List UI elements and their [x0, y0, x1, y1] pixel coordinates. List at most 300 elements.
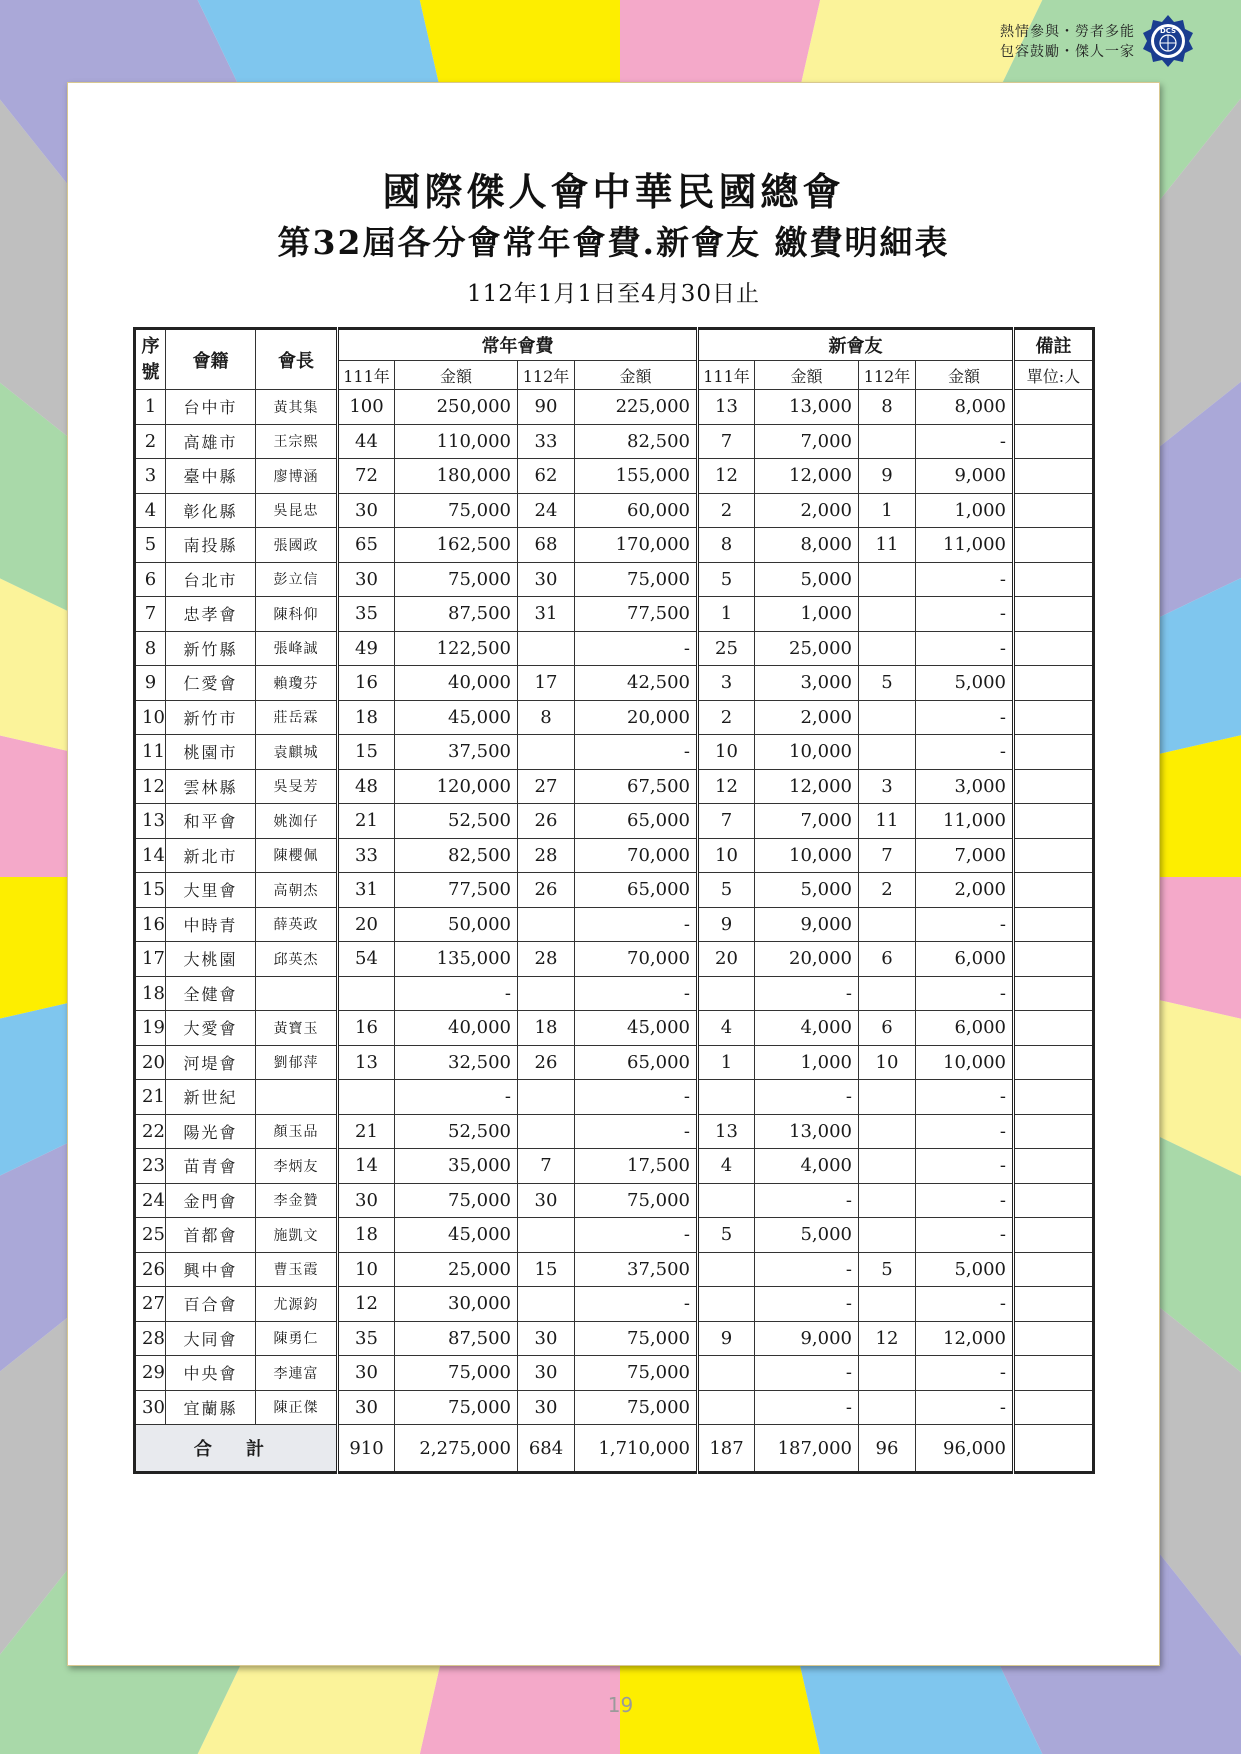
row-number: 5: [135, 528, 166, 563]
row-number: 16: [135, 907, 166, 942]
row-new-111-amount: -: [755, 1252, 859, 1287]
row-new-111-amount: 3,000: [755, 666, 859, 701]
row-number: 19: [135, 1011, 166, 1046]
row-president: 陳櫻佩: [256, 838, 338, 873]
row-number: 15: [135, 873, 166, 908]
table-row: [135, 1321, 1094, 1356]
row-annual-111: 44: [338, 424, 395, 459]
row-annual-111-amount: 52,500: [395, 804, 518, 839]
row-number: 21: [135, 1080, 166, 1115]
row-annual-111: 16: [338, 666, 395, 701]
row-annual-111: 30: [338, 562, 395, 597]
row-remarks: [1014, 424, 1094, 459]
row-new-111-amount: 7,000: [755, 804, 859, 839]
row-chapter: 中央會: [166, 1356, 256, 1391]
row-new-111: 4: [698, 1149, 755, 1184]
row-annual-112-amount: -: [575, 735, 698, 770]
row-remarks: [1014, 1321, 1094, 1356]
table-row: [135, 1287, 1094, 1322]
row-number: 6: [135, 562, 166, 597]
document-title: 國際傑人會中華民國總會: [382, 169, 845, 214]
row-new-112-amount: 11,000: [916, 528, 1014, 563]
row-new-112: [859, 1356, 916, 1391]
row-president: 施凱文: [256, 1218, 338, 1253]
row-new-111-amount: 1,000: [755, 1045, 859, 1080]
row-remarks: [1014, 873, 1094, 908]
row-new-112: [859, 631, 916, 666]
table-row: [135, 1356, 1094, 1391]
row-annual-111-amount: 250,000: [395, 390, 518, 425]
row-annual-112-amount: -: [575, 1218, 698, 1253]
row-annual-112: 31: [518, 597, 575, 632]
row-annual-111-amount: 180,000: [395, 459, 518, 494]
row-annual-112-amount: 37,500: [575, 1252, 698, 1287]
row-annual-112-amount: 77,500: [575, 597, 698, 632]
row-new-111-amount: 2,000: [755, 493, 859, 528]
row-new-111: [698, 1252, 755, 1287]
table-row: [135, 1149, 1094, 1184]
row-annual-112-amount: 67,500: [575, 769, 698, 804]
row-new-111: 25: [698, 631, 755, 666]
row-new-111-amount: 20,000: [755, 942, 859, 977]
row-annual-111: 72: [338, 459, 395, 494]
row-new-111-amount: 9,000: [755, 1321, 859, 1356]
row-annual-111-amount: 87,500: [395, 597, 518, 632]
row-chapter: 苗青會: [166, 1149, 256, 1184]
total-annual-112: 684: [518, 1425, 575, 1473]
row-number: 14: [135, 838, 166, 873]
row-number: 13: [135, 804, 166, 839]
row-new-112: 11: [859, 804, 916, 839]
row-chapter: 首都會: [166, 1218, 256, 1253]
row-number: 29: [135, 1356, 166, 1391]
row-annual-111: [338, 976, 395, 1011]
row-annual-111: 18: [338, 700, 395, 735]
row-annual-112: 17: [518, 666, 575, 701]
page-number: 19: [607, 1693, 634, 1717]
row-annual-112: 24: [518, 493, 575, 528]
row-annual-112-amount: 82,500: [575, 424, 698, 459]
row-remarks: [1014, 666, 1094, 701]
row-new-111: 7: [698, 424, 755, 459]
row-annual-112-amount: 70,000: [575, 838, 698, 873]
row-new-112-amount: -: [916, 1114, 1014, 1149]
row-remarks: [1014, 390, 1094, 425]
table-row: [135, 631, 1094, 666]
row-annual-112-amount: 65,000: [575, 804, 698, 839]
row-annual-112: [518, 907, 575, 942]
row-remarks: [1014, 1390, 1094, 1425]
row-annual-111-amount: 75,000: [395, 1183, 518, 1218]
header-row-1: [135, 329, 1094, 361]
row-annual-111: 15: [338, 735, 395, 770]
row-annual-111: 13: [338, 1045, 395, 1080]
row-annual-112: 26: [518, 804, 575, 839]
row-annual-112: 68: [518, 528, 575, 563]
row-new-111: 3: [698, 666, 755, 701]
table-row: [135, 562, 1094, 597]
row-chapter: 宜蘭縣: [166, 1390, 256, 1425]
row-annual-111-amount: -: [395, 1080, 518, 1115]
row-annual-111-amount: 87,500: [395, 1321, 518, 1356]
row-remarks: [1014, 528, 1094, 563]
row-annual-112-amount: 42,500: [575, 666, 698, 701]
header-new-111-amount: 金額: [755, 361, 859, 390]
table-row: [135, 1080, 1094, 1115]
row-new-111: 13: [698, 390, 755, 425]
row-new-111: 5: [698, 873, 755, 908]
row-president: 黃其集: [256, 390, 338, 425]
row-new-112-amount: 1,000: [916, 493, 1014, 528]
row-number: 20: [135, 1045, 166, 1080]
row-annual-112: 30: [518, 1390, 575, 1425]
row-new-111: [698, 1390, 755, 1425]
row-new-112-amount: -: [916, 700, 1014, 735]
header-new-112-amount: 金額: [916, 361, 1014, 390]
row-new-111: 5: [698, 1218, 755, 1253]
row-annual-112: 90: [518, 390, 575, 425]
row-annual-111-amount: 40,000: [395, 1011, 518, 1046]
row-chapter: 彰化縣: [166, 493, 256, 528]
row-annual-111-amount: 82,500: [395, 838, 518, 873]
row-annual-111: 35: [338, 597, 395, 632]
row-annual-112-amount: -: [575, 976, 698, 1011]
row-remarks: [1014, 735, 1094, 770]
header-new-members: 新會友: [698, 329, 1014, 361]
header-remarks: 備註: [1014, 329, 1094, 361]
row-annual-112: 26: [518, 1045, 575, 1080]
table-row: [135, 390, 1094, 425]
row-new-112: 5: [859, 1252, 916, 1287]
row-new-112: 10: [859, 1045, 916, 1080]
row-new-112-amount: 8,000: [916, 390, 1014, 425]
header-annual-112-amount: 金額: [575, 361, 698, 390]
row-annual-111: 30: [338, 493, 395, 528]
row-annual-112-amount: 170,000: [575, 528, 698, 563]
row-annual-112-amount: 225,000: [575, 390, 698, 425]
row-number: 24: [135, 1183, 166, 1218]
row-new-112-amount: 6,000: [916, 942, 1014, 977]
total-new-111-amount: 187,000: [755, 1425, 859, 1473]
row-number: 2: [135, 424, 166, 459]
row-annual-112-amount: 65,000: [575, 873, 698, 908]
row-remarks: [1014, 838, 1094, 873]
row-annual-111-amount: 45,000: [395, 700, 518, 735]
row-new-112: 2: [859, 873, 916, 908]
row-new-112: [859, 1080, 916, 1115]
row-number: 9: [135, 666, 166, 701]
row-president: 薛英政: [256, 907, 338, 942]
row-annual-112-amount: -: [575, 1080, 698, 1115]
row-president: 王宗熙: [256, 424, 338, 459]
table-row: [135, 700, 1094, 735]
row-new-112: [859, 1218, 916, 1253]
header-president: 會長: [256, 329, 338, 390]
row-annual-111-amount: 120,000: [395, 769, 518, 804]
row-annual-112-amount: 60,000: [575, 493, 698, 528]
row-new-111: 1: [698, 1045, 755, 1080]
row-chapter: 百合會: [166, 1287, 256, 1322]
row-new-111: 4: [698, 1011, 755, 1046]
row-chapter: 新竹市: [166, 700, 256, 735]
row-remarks: [1014, 1218, 1094, 1253]
row-annual-111: 100: [338, 390, 395, 425]
row-new-111: 1: [698, 597, 755, 632]
row-remarks: [1014, 1114, 1094, 1149]
row-annual-112-amount: 155,000: [575, 459, 698, 494]
slogan: [975, 22, 1135, 62]
row-chapter: 高雄市: [166, 424, 256, 459]
row-new-112: [859, 424, 916, 459]
row-president: 尤源鈞: [256, 1287, 338, 1322]
row-annual-112: 27: [518, 769, 575, 804]
row-annual-112: [518, 1080, 575, 1115]
row-new-111: [698, 976, 755, 1011]
row-annual-111-amount: 40,000: [395, 666, 518, 701]
row-annual-112-amount: -: [575, 1287, 698, 1322]
row-president: 張國政: [256, 528, 338, 563]
row-chapter: 南投縣: [166, 528, 256, 563]
table-row: [135, 528, 1094, 563]
row-new-111: 10: [698, 735, 755, 770]
row-remarks: [1014, 1011, 1094, 1046]
row-new-112-amount: -: [916, 597, 1014, 632]
total-row: [135, 1425, 1094, 1473]
total-remarks: [1014, 1425, 1094, 1473]
row-chapter: 陽光會: [166, 1114, 256, 1149]
row-new-111: [698, 1183, 755, 1218]
row-new-111-amount: -: [755, 976, 859, 1011]
row-annual-111-amount: 45,000: [395, 1218, 518, 1253]
row-new-112-amount: 12,000: [916, 1321, 1014, 1356]
row-new-112: 12: [859, 1321, 916, 1356]
row-annual-112: 18: [518, 1011, 575, 1046]
row-number: 27: [135, 1287, 166, 1322]
row-new-112-amount: -: [916, 424, 1014, 459]
row-annual-112: 15: [518, 1252, 575, 1287]
row-annual-112-amount: 75,000: [575, 562, 698, 597]
table-row: [135, 1390, 1094, 1425]
row-president: 廖博涵: [256, 459, 338, 494]
row-remarks: [1014, 597, 1094, 632]
row-annual-111: 30: [338, 1390, 395, 1425]
row-president: 李金贊: [256, 1183, 338, 1218]
header-seq: 序號: [135, 329, 166, 390]
header-annual-fee: 常年會費: [338, 329, 698, 361]
row-remarks: [1014, 1356, 1094, 1391]
row-annual-112: 62: [518, 459, 575, 494]
header-annual-112: 112年: [518, 361, 575, 390]
row-president: 吳昆忠: [256, 493, 338, 528]
total-annual-111: 910: [338, 1425, 395, 1473]
row-new-112: [859, 1149, 916, 1184]
row-president: 陳正傑: [256, 1390, 338, 1425]
row-number: 22: [135, 1114, 166, 1149]
row-remarks: [1014, 976, 1094, 1011]
row-annual-112: 28: [518, 838, 575, 873]
row-chapter: 台北市: [166, 562, 256, 597]
row-number: 25: [135, 1218, 166, 1253]
row-annual-112: [518, 735, 575, 770]
row-president: 曹玉霞: [256, 1252, 338, 1287]
row-remarks: [1014, 562, 1094, 597]
row-number: 18: [135, 976, 166, 1011]
row-president: 陳科仰: [256, 597, 338, 632]
row-new-112: 5: [859, 666, 916, 701]
row-annual-112: 26: [518, 873, 575, 908]
total-new-112: 96: [859, 1425, 916, 1473]
row-new-112-amount: -: [916, 907, 1014, 942]
row-new-111-amount: 8,000: [755, 528, 859, 563]
row-new-111: 2: [698, 700, 755, 735]
row-president: 姚洳仔: [256, 804, 338, 839]
row-new-112-amount: -: [916, 1149, 1014, 1184]
row-annual-111-amount: 162,500: [395, 528, 518, 563]
row-new-112-amount: 5,000: [916, 666, 1014, 701]
row-chapter: 仁愛會: [166, 666, 256, 701]
row-new-111-amount: 13,000: [755, 1114, 859, 1149]
table-row: [135, 873, 1094, 908]
row-annual-112: [518, 1218, 575, 1253]
document-page: [67, 82, 1160, 1666]
row-number: 26: [135, 1252, 166, 1287]
row-number: 23: [135, 1149, 166, 1184]
table-row: [135, 1218, 1094, 1253]
row-chapter: 大愛會: [166, 1011, 256, 1046]
fee-table: [133, 327, 1095, 1474]
row-new-112-amount: -: [916, 735, 1014, 770]
row-new-112-amount: 3,000: [916, 769, 1014, 804]
header-unit: 單位:人: [1014, 361, 1094, 390]
row-president: 陳勇仁: [256, 1321, 338, 1356]
row-president: 莊岳霖: [256, 700, 338, 735]
row-chapter: 河堤會: [166, 1045, 256, 1080]
row-remarks: [1014, 459, 1094, 494]
table-row: [135, 942, 1094, 977]
row-new-111-amount: 12,000: [755, 769, 859, 804]
row-annual-112: [518, 631, 575, 666]
row-new-112-amount: -: [916, 1218, 1014, 1253]
row-new-112-amount: -: [916, 1390, 1014, 1425]
row-annual-112: 8: [518, 700, 575, 735]
row-president: 彭立信: [256, 562, 338, 597]
row-annual-112-amount: 17,500: [575, 1149, 698, 1184]
row-new-112-amount: 5,000: [916, 1252, 1014, 1287]
row-number: 30: [135, 1390, 166, 1425]
row-annual-111-amount: 30,000: [395, 1287, 518, 1322]
row-annual-111-amount: 77,500: [395, 873, 518, 908]
row-annual-112-amount: 75,000: [575, 1321, 698, 1356]
row-number: 10: [135, 700, 166, 735]
row-new-111-amount: 5,000: [755, 562, 859, 597]
row-chapter: 興中會: [166, 1252, 256, 1287]
row-annual-111-amount: 52,500: [395, 1114, 518, 1149]
row-annual-112: 33: [518, 424, 575, 459]
table-row: [135, 1045, 1094, 1080]
row-new-112: [859, 1390, 916, 1425]
slogan-line-1: 熱情參與・勞者多能: [1000, 24, 1135, 40]
row-annual-112: 30: [518, 1183, 575, 1218]
row-chapter: 台中市: [166, 390, 256, 425]
row-new-111-amount: 25,000: [755, 631, 859, 666]
header-annual-111-amount: 金額: [395, 361, 518, 390]
row-annual-111-amount: -: [395, 976, 518, 1011]
row-annual-112: 30: [518, 562, 575, 597]
row-annual-111-amount: 75,000: [395, 493, 518, 528]
row-new-112: [859, 562, 916, 597]
row-annual-111: 30: [338, 1183, 395, 1218]
row-new-112-amount: -: [916, 976, 1014, 1011]
row-annual-111: 18: [338, 1218, 395, 1253]
row-new-112-amount: -: [916, 1287, 1014, 1322]
row-new-112: [859, 976, 916, 1011]
row-chapter: 新北市: [166, 838, 256, 873]
table-row: [135, 907, 1094, 942]
row-number: 12: [135, 769, 166, 804]
row-annual-111-amount: 35,000: [395, 1149, 518, 1184]
row-new-112-amount: -: [916, 631, 1014, 666]
row-president: 劉郁萍: [256, 1045, 338, 1080]
row-annual-111-amount: 32,500: [395, 1045, 518, 1080]
row-annual-112-amount: 75,000: [575, 1183, 698, 1218]
slogan-line-2: 包容鼓勵・傑人一家: [1000, 44, 1135, 60]
row-annual-112: [518, 976, 575, 1011]
row-new-112-amount: -: [916, 562, 1014, 597]
row-annual-112-amount: 75,000: [575, 1390, 698, 1425]
header-chapter: 會籍: [166, 329, 256, 390]
row-remarks: [1014, 942, 1094, 977]
row-chapter: 中時青: [166, 907, 256, 942]
row-annual-111: 35: [338, 1321, 395, 1356]
row-new-112-amount: 10,000: [916, 1045, 1014, 1080]
row-new-111-amount: 5,000: [755, 873, 859, 908]
row-president: 黃寶玉: [256, 1011, 338, 1046]
total-new-111: 187: [698, 1425, 755, 1473]
row-new-112-amount: -: [916, 1183, 1014, 1218]
row-annual-111: 33: [338, 838, 395, 873]
row-chapter: 桃園市: [166, 735, 256, 770]
total-annual-111-amount: 2,275,000: [395, 1425, 518, 1473]
row-annual-112-amount: -: [575, 1114, 698, 1149]
row-new-111: 13: [698, 1114, 755, 1149]
row-new-111: 2: [698, 493, 755, 528]
row-chapter: 大里會: [166, 873, 256, 908]
row-remarks: [1014, 804, 1094, 839]
row-remarks: [1014, 1080, 1094, 1115]
row-annual-111: 21: [338, 1114, 395, 1149]
row-number: 17: [135, 942, 166, 977]
row-new-111: [698, 1287, 755, 1322]
row-new-111-amount: -: [755, 1183, 859, 1218]
row-new-111-amount: 7,000: [755, 424, 859, 459]
row-remarks: [1014, 1149, 1094, 1184]
document-subtitle: 第32屆各分會常年會費.新會友 繳費明細表: [277, 223, 950, 262]
row-president: 邱英杰: [256, 942, 338, 977]
row-new-111-amount: 10,000: [755, 838, 859, 873]
row-number: 7: [135, 597, 166, 632]
row-president: 吳旻芳: [256, 769, 338, 804]
row-new-111-amount: 10,000: [755, 735, 859, 770]
table-row: [135, 493, 1094, 528]
row-new-111-amount: 4,000: [755, 1149, 859, 1184]
total-label: 合 計: [135, 1425, 338, 1473]
row-new-111-amount: 2,000: [755, 700, 859, 735]
table-row: [135, 459, 1094, 494]
header-annual-111: 111年: [338, 361, 395, 390]
row-new-112: 1: [859, 493, 916, 528]
row-new-112: 8: [859, 390, 916, 425]
row-new-111-amount: 12,000: [755, 459, 859, 494]
